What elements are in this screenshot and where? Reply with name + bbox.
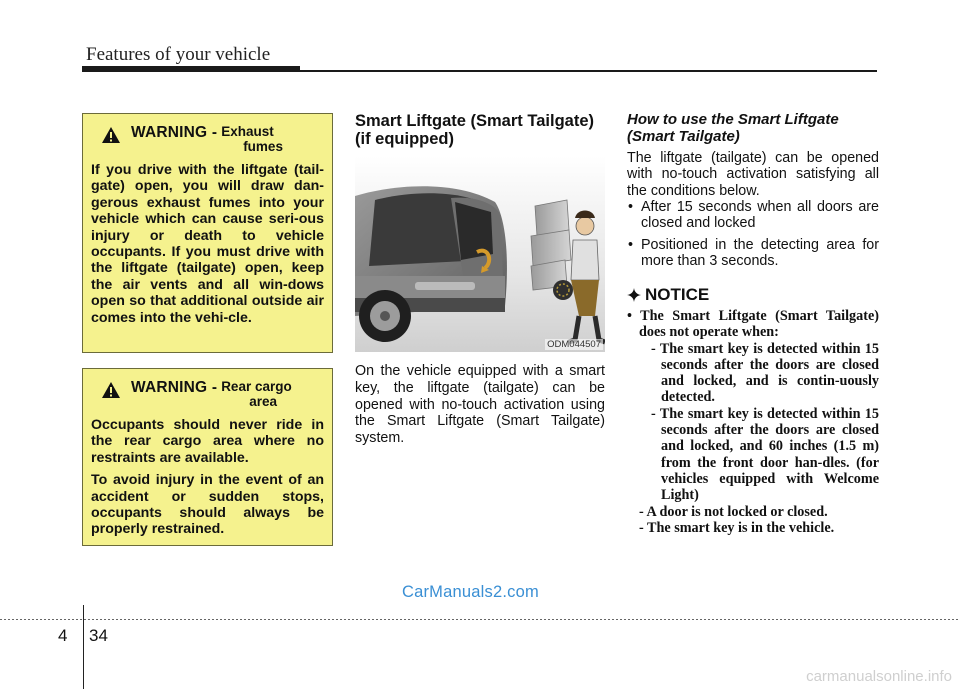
list-item: • After 15 seconds when all doors are closed and locked: [627, 199, 879, 232]
header-rule-thick: [82, 66, 300, 72]
warning-body-2: To avoid injury in the event of an accident or sudden stops, occupants should always be properly restrained.: [91, 472, 324, 538]
conditions-list: [627, 199, 879, 269]
warning-triangle-icon: [101, 126, 121, 144]
site-footer-watermark: carmanualsonline.info: [806, 668, 952, 685]
header-rule-thin: [300, 70, 877, 72]
notice-main-item: • The Smart Liftgate (Smart Tailgate) does not operate when:: [627, 308, 879, 341]
warning-subject: Exhaust fumes: [221, 124, 283, 154]
warning-label: WARNING -: [131, 124, 218, 141]
warning-label: WARNING -: [131, 379, 218, 396]
warning-body: If you drive with the liftgate (tail-gate) open, you will draw dan-gerous exhaust fumes into your vehicle which can cause seri-ous injury or death to vehicle occupants. If you must drive with the liftgate (tailgate) open, keep the air vents and all win-dows open so that additional outside air comes into the vehi-cle.: [91, 162, 324, 326]
page-number: 34: [89, 626, 108, 645]
footer-divider-horizontal: [0, 619, 960, 620]
car-and-person-illustration: [355, 156, 605, 352]
warning-box-exhaust: [82, 113, 333, 353]
warning-header: [101, 379, 324, 409]
chapter-number: 4: [58, 626, 68, 645]
notice-sub-item: - The smart key is detected within 15 seconds after the doors are closed and locked, and is contin-uously detected.: [651, 340, 879, 406]
notice-heading: NOTICE: [627, 285, 709, 305]
how-to-use-intro: The liftgate (tailgate) can be opened with no-touch activation satisfying all the conditions below.: [627, 150, 879, 199]
image-code: ODM044507: [547, 339, 601, 350]
warning-box-rear-cargo: [82, 368, 333, 546]
footer-divider-vertical: [83, 605, 84, 689]
warning-body-1: Occupants should never ride in the rear cargo area where no restraints are available.: [91, 417, 324, 466]
list-item: • Positioned in the detecting area for more than 3 seconds.: [627, 237, 879, 270]
notice-content: [627, 308, 879, 536]
section-heading-how-to-use: How to use the Smart Liftgate (Smart Tailgate): [627, 111, 839, 145]
notice-sub-item: - A door is not locked or closed.: [639, 503, 828, 520]
watermark-link[interactable]: CarManuals2.com: [402, 583, 539, 601]
warning-subject: Rear cargo area: [221, 379, 292, 409]
warning-triangle-icon: [101, 381, 121, 399]
page-header-title: Features of your vehicle: [86, 44, 271, 65]
liftgate-illustration: [355, 156, 605, 352]
notice-sub-item: - The smart key is in the vehicle.: [639, 519, 835, 536]
notice-star-icon: [627, 288, 641, 302]
smart-liftgate-description: On the vehicle equipped with a smart key, the liftgate (tailgate) can be opened with no-touch activation using the Smart Liftgate (Smart Tailgate) system.: [355, 363, 605, 447]
notice-sub-item: - The smart key is detected within 15 seconds after the doors are closed and locked, and 60 inches (1.5 m) from the front door han-dles. (for vehicles equipped with Welcome Light): [651, 405, 879, 504]
section-heading-smart-liftgate: Smart Liftgate (Smart Tailgate) (if equipped): [355, 112, 594, 148]
warning-header: [101, 124, 324, 154]
